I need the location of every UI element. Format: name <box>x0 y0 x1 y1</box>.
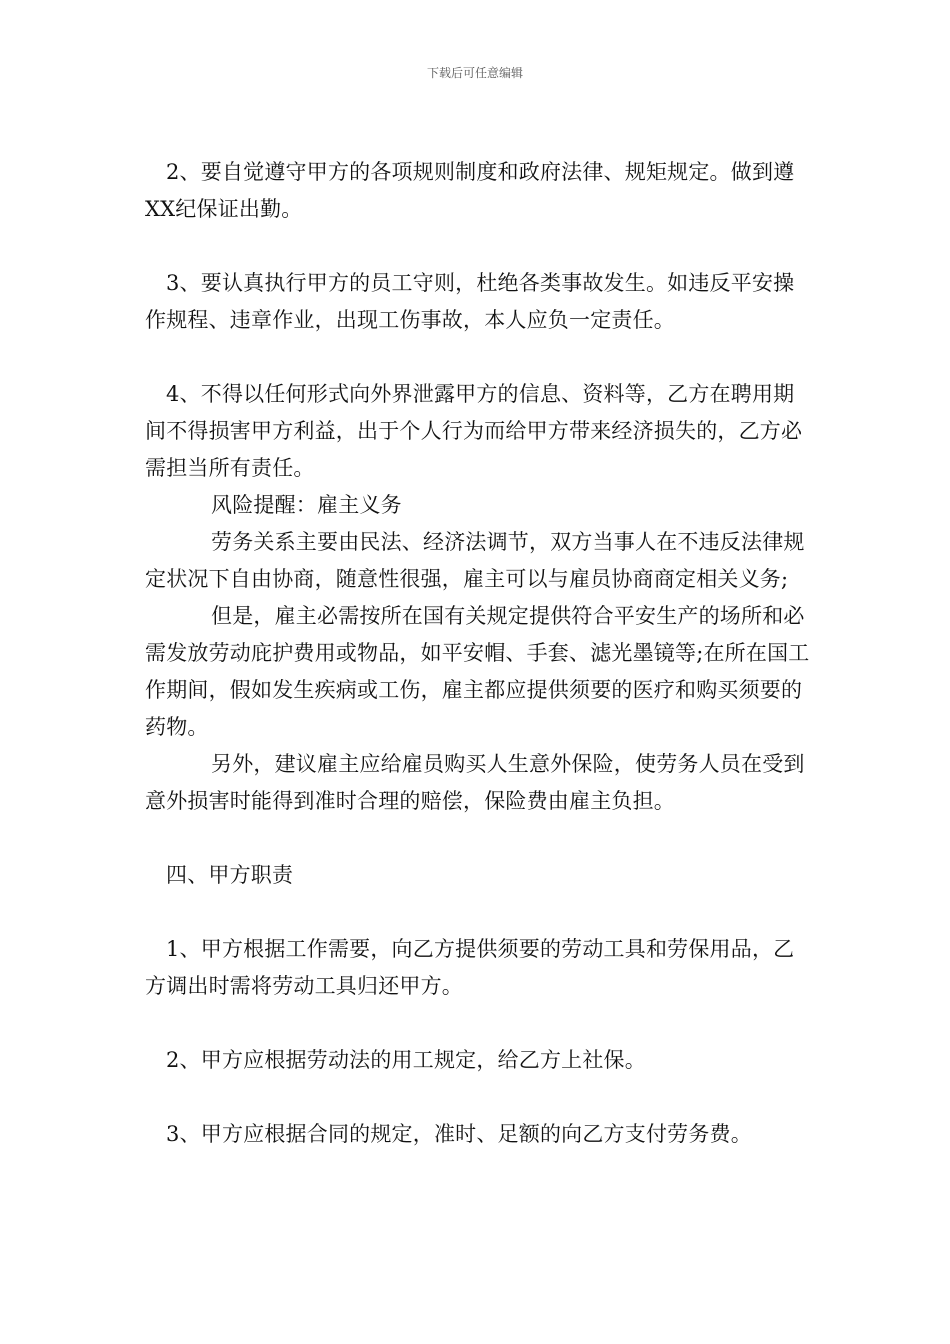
paragraph-labor-relations: 劳务关系主要由民法、经济法调节，双方当事人在不违反法律规定状况下自由协商，随意性很强，雇主可以与雇员协商商定相关义务; <box>145 530 805 591</box>
paragraph-rule-2: 2、要自觉遵守甲方的各项规则制度和政府法律、规矩规定。做到遵XX纪保证出勤。 <box>145 160 795 221</box>
document-body <box>145 154 810 1153</box>
section-heading-party-a-duties: 四、甲方职责 <box>166 863 294 887</box>
paragraph-duty-2: 2、甲方应根据劳动法的用工规定，给乙方上社保。 <box>166 1048 646 1072</box>
paragraph-employer-obligations: 但是，雇主必需按所在国有关规定提供符合平安生产的场所和必需发放劳动庇护费用或物品，如平安帽、手套、滤光墨镜等;在所在国工作期间，假如发生疾病或工伤，雇主都应提供须要的医疗和购买须要的药物。 <box>145 604 810 739</box>
risk-reminder-heading: 风险提醒：雇主义务 <box>211 493 402 517</box>
paragraph-rule-3: 3、要认真执行甲方的员工守则，杜绝各类事故发生。如违反平安操作规程、违章作业，出现工伤事故，本人应负一定责任。 <box>145 271 795 332</box>
page-header: 下载后可任意编辑 <box>426 66 523 80</box>
paragraph-insurance-advice: 另外，建议雇主应给雇员购买人生意外保险，使劳务人员在受到意外损害时能得到准时合理的赔偿，保险费由雇主负担。 <box>145 752 805 813</box>
paragraph-rule-4: 4、不得以任何形式向外界泄露甲方的信息、资料等，乙方在聘用期间不得损害甲方利益，出于个人行为而给甲方带来经济损失的，乙方必需担当所有责任。 <box>145 382 803 480</box>
paragraph-duty-1: 1、甲方根据工作需要，向乙方提供须要的劳动工具和劳保用品，乙方调出时需将劳动工具归还甲方。 <box>145 937 795 998</box>
paragraph-duty-3: 3、甲方应根据合同的规定，准时、足额的向乙方支付劳务费。 <box>166 1122 752 1146</box>
